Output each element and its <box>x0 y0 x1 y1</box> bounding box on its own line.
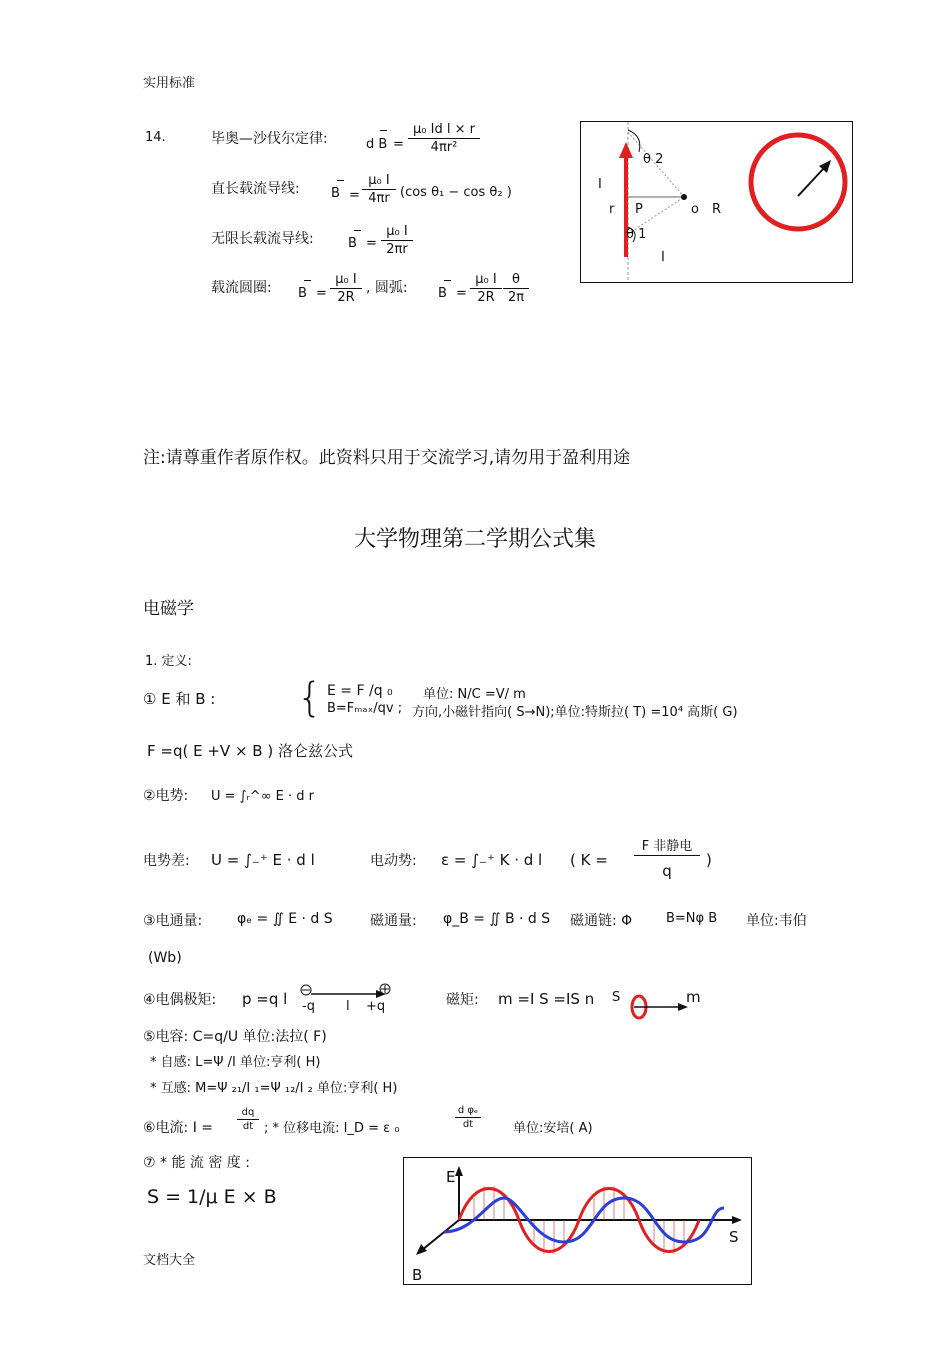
line-tail: (cos θ₁ − cos θ₂ ) <box>400 185 512 200</box>
current-denominator: dt <box>242 1121 254 1132</box>
field-point <box>681 194 687 200</box>
r-label: r <box>609 202 615 217</box>
arc-lhs: B <box>438 286 447 301</box>
page-title: 大学物理第二学期公式集 <box>353 527 596 552</box>
displacement-current-label: ; * 位移电流: I_D = ε ₀ <box>264 1121 400 1136</box>
theta2-arc <box>628 130 640 152</box>
magnetic-flux-formula: φ_B = ∬ B · d S <box>443 911 551 927</box>
flux-linkage-formula: B=Nφ B <box>666 911 718 926</box>
b-axis-label: B <box>412 1266 423 1284</box>
arc-label: , 圆弧: <box>366 280 408 296</box>
e-unit: 单位: N/C =V/ m <box>423 687 526 702</box>
arc-fraction <box>470 272 502 305</box>
moment-m-label: m <box>686 988 701 1006</box>
brace: { <box>297 675 323 721</box>
inf-lhs: B <box>348 236 357 251</box>
dipole-arrow <box>298 982 393 1000</box>
loop-label: 载流圆圈: <box>211 280 272 296</box>
loop-denominator: 2R <box>337 290 355 305</box>
lorentz-formula: F =q( E +V × B ) 洛仑兹公式 <box>147 742 353 760</box>
inf-fraction <box>381 224 413 257</box>
page-footer: 文档大全 <box>143 1253 196 1268</box>
current-loop-arrow <box>624 993 690 1023</box>
emf-paren-open: ( K = <box>570 851 608 869</box>
theta1-label: θ 1 <box>626 227 647 242</box>
section-heading: 电磁学 <box>143 599 194 619</box>
line-lhs: B <box>331 186 340 201</box>
displacement-unit: 单位:安培( A) <box>513 1121 593 1136</box>
magnetic-moment-formula: m =I S =IS n <box>498 990 595 1008</box>
loop-fraction <box>330 272 362 305</box>
figure-em-wave <box>403 1157 752 1285</box>
em-wave-svg <box>404 1158 751 1284</box>
emf-paren-close: ) <box>706 851 712 869</box>
emf-formula: ε = ∫₋⁺ K · d l <box>441 851 543 869</box>
current-arrowhead <box>619 142 633 158</box>
biot-lhs: d B <box>366 137 388 152</box>
biot-denominator: 4πr² <box>430 140 458 155</box>
arc-numerator: μ₀ I <box>470 272 502 289</box>
biot-fraction <box>408 122 480 155</box>
potential-formula: U = ∫ᵣ^∞ E · d r <box>211 789 315 804</box>
emf-numerator: F 非静电 <box>634 835 700 856</box>
self-inductance-line: * 自感: L=Ψ /I 单位:亨利( H) <box>150 1055 321 1070</box>
vector-bar <box>337 180 344 181</box>
definitions-heading: 1. 定义: <box>145 654 192 669</box>
arc-denominator: 2R <box>477 290 495 305</box>
vector-bar <box>354 230 361 231</box>
emf-label: 电动势: <box>370 853 417 869</box>
dipole-l-label: l <box>346 999 350 1014</box>
displacement-fraction <box>455 1105 481 1130</box>
arc-denominator-2: 2π <box>507 290 525 305</box>
vector-bar <box>304 280 311 281</box>
biot-savart-label: 毕奥—沙伐尔定律: <box>211 131 328 147</box>
s-axis-label: S <box>729 1228 739 1246</box>
line-denominator: 4πr <box>368 191 390 206</box>
theta2-label: θ 2 <box>643 152 664 167</box>
displacement-denominator: dt <box>462 1119 474 1130</box>
e-axis-label: E <box>446 1168 456 1186</box>
electric-flux-formula: φₑ = ∬ E · d S <box>237 911 333 927</box>
moment-S-label: S <box>612 990 621 1005</box>
e-and-b-label: ① E 和 B : <box>143 690 216 708</box>
line-fraction <box>362 173 396 206</box>
current-loop <box>751 135 845 229</box>
current-label: ⑥电流: I = <box>143 1120 214 1136</box>
b-axis <box>422 1220 459 1250</box>
flux-linkage-unit-2: (Wb) <box>148 950 182 966</box>
potential-label: ②电势: <box>143 788 189 804</box>
dipole-formula: p =q l <box>242 990 288 1008</box>
copyright-note: 注:请尊重作者原作权。此资料只用于交流学习,请勿用于盈利用途 <box>143 448 631 468</box>
dipole-pos-label: +q <box>366 999 386 1014</box>
line-eq: = <box>349 188 360 203</box>
potential-difference-formula: U = ∫₋⁺ E · d l <box>211 851 315 869</box>
arc-eq: = <box>456 286 467 301</box>
b-unit: 方向,小磁针指向( S→N);单位:特斯拉( T) =10⁴ 高斯( G) <box>412 705 738 720</box>
inf-numerator: μ₀ I <box>381 224 413 241</box>
radius-arrow <box>798 167 825 196</box>
current-fraction <box>237 1107 259 1132</box>
straight-wire-label: 直长载流导线: <box>211 181 300 197</box>
page-header: 实用标准 <box>143 76 196 91</box>
dipole-neg-label: -q <box>302 999 315 1014</box>
biot-eq: = <box>393 137 404 152</box>
vector-bar <box>380 130 387 131</box>
capacitance-line: ⑤电容: C=q/U 单位:法拉( F) <box>143 1029 327 1045</box>
o-label: o <box>691 202 699 217</box>
loop-numerator: μ₀ I <box>330 272 362 289</box>
emf-fraction <box>634 835 700 880</box>
current-label-top: I <box>598 177 602 192</box>
line-numerator: μ₀ I <box>362 173 396 190</box>
p-label: P <box>635 202 643 217</box>
inf-denominator: 2πr <box>386 242 408 257</box>
e-axis-arrowhead <box>455 1166 463 1176</box>
current-label-bottom: I <box>661 250 665 265</box>
infinite-wire-label: 无限长载流导线: <box>211 231 314 247</box>
magnetic-flux-label: 磁通量: <box>370 913 417 929</box>
displacement-numerator: d φₑ <box>455 1105 481 1118</box>
mutual-inductance-line: * 互感: M=Ψ ₂₁/I ₁=Ψ ₁₂/I ₂ 单位:亨利( H) <box>150 1081 398 1096</box>
R-label: R <box>712 202 722 217</box>
inf-eq: = <box>366 236 377 251</box>
potential-difference-label: 电势差: <box>143 853 190 869</box>
arc-fraction-2 <box>503 272 529 305</box>
flux-linkage-unit: 单位:韦伯 <box>746 913 807 929</box>
dipole-label: ④电偶极矩: <box>143 992 217 1008</box>
arc-numerator-2: θ <box>503 272 529 289</box>
electric-flux-label: ③电通量: <box>143 913 203 929</box>
poynting-formula: S = 1/μ E × B <box>147 1186 277 1208</box>
biot-numerator: μ₀ Id l × r <box>408 122 480 139</box>
flux-linkage-label: 磁通链: Φ <box>570 913 633 929</box>
b-axis-arrowhead <box>416 1244 427 1255</box>
item-number: 14. <box>145 130 166 145</box>
current-numerator: dq <box>237 1107 259 1120</box>
magnetic-moment-label: 磁矩: <box>446 992 479 1008</box>
loop-lhs: B <box>298 286 307 301</box>
poynting-label: ⑦ * 能 流 密 度 : <box>143 1155 250 1171</box>
figure-wire-and-loop <box>580 121 853 283</box>
loop-eq: = <box>316 286 327 301</box>
s-axis-arrowhead <box>732 1216 742 1224</box>
e-definition: E = F /q ₀ <box>327 683 393 699</box>
vector-bar <box>444 280 451 281</box>
b-definition: B=Fₘₐₓ/qv ; <box>327 701 403 716</box>
emf-denominator: q <box>662 862 672 880</box>
